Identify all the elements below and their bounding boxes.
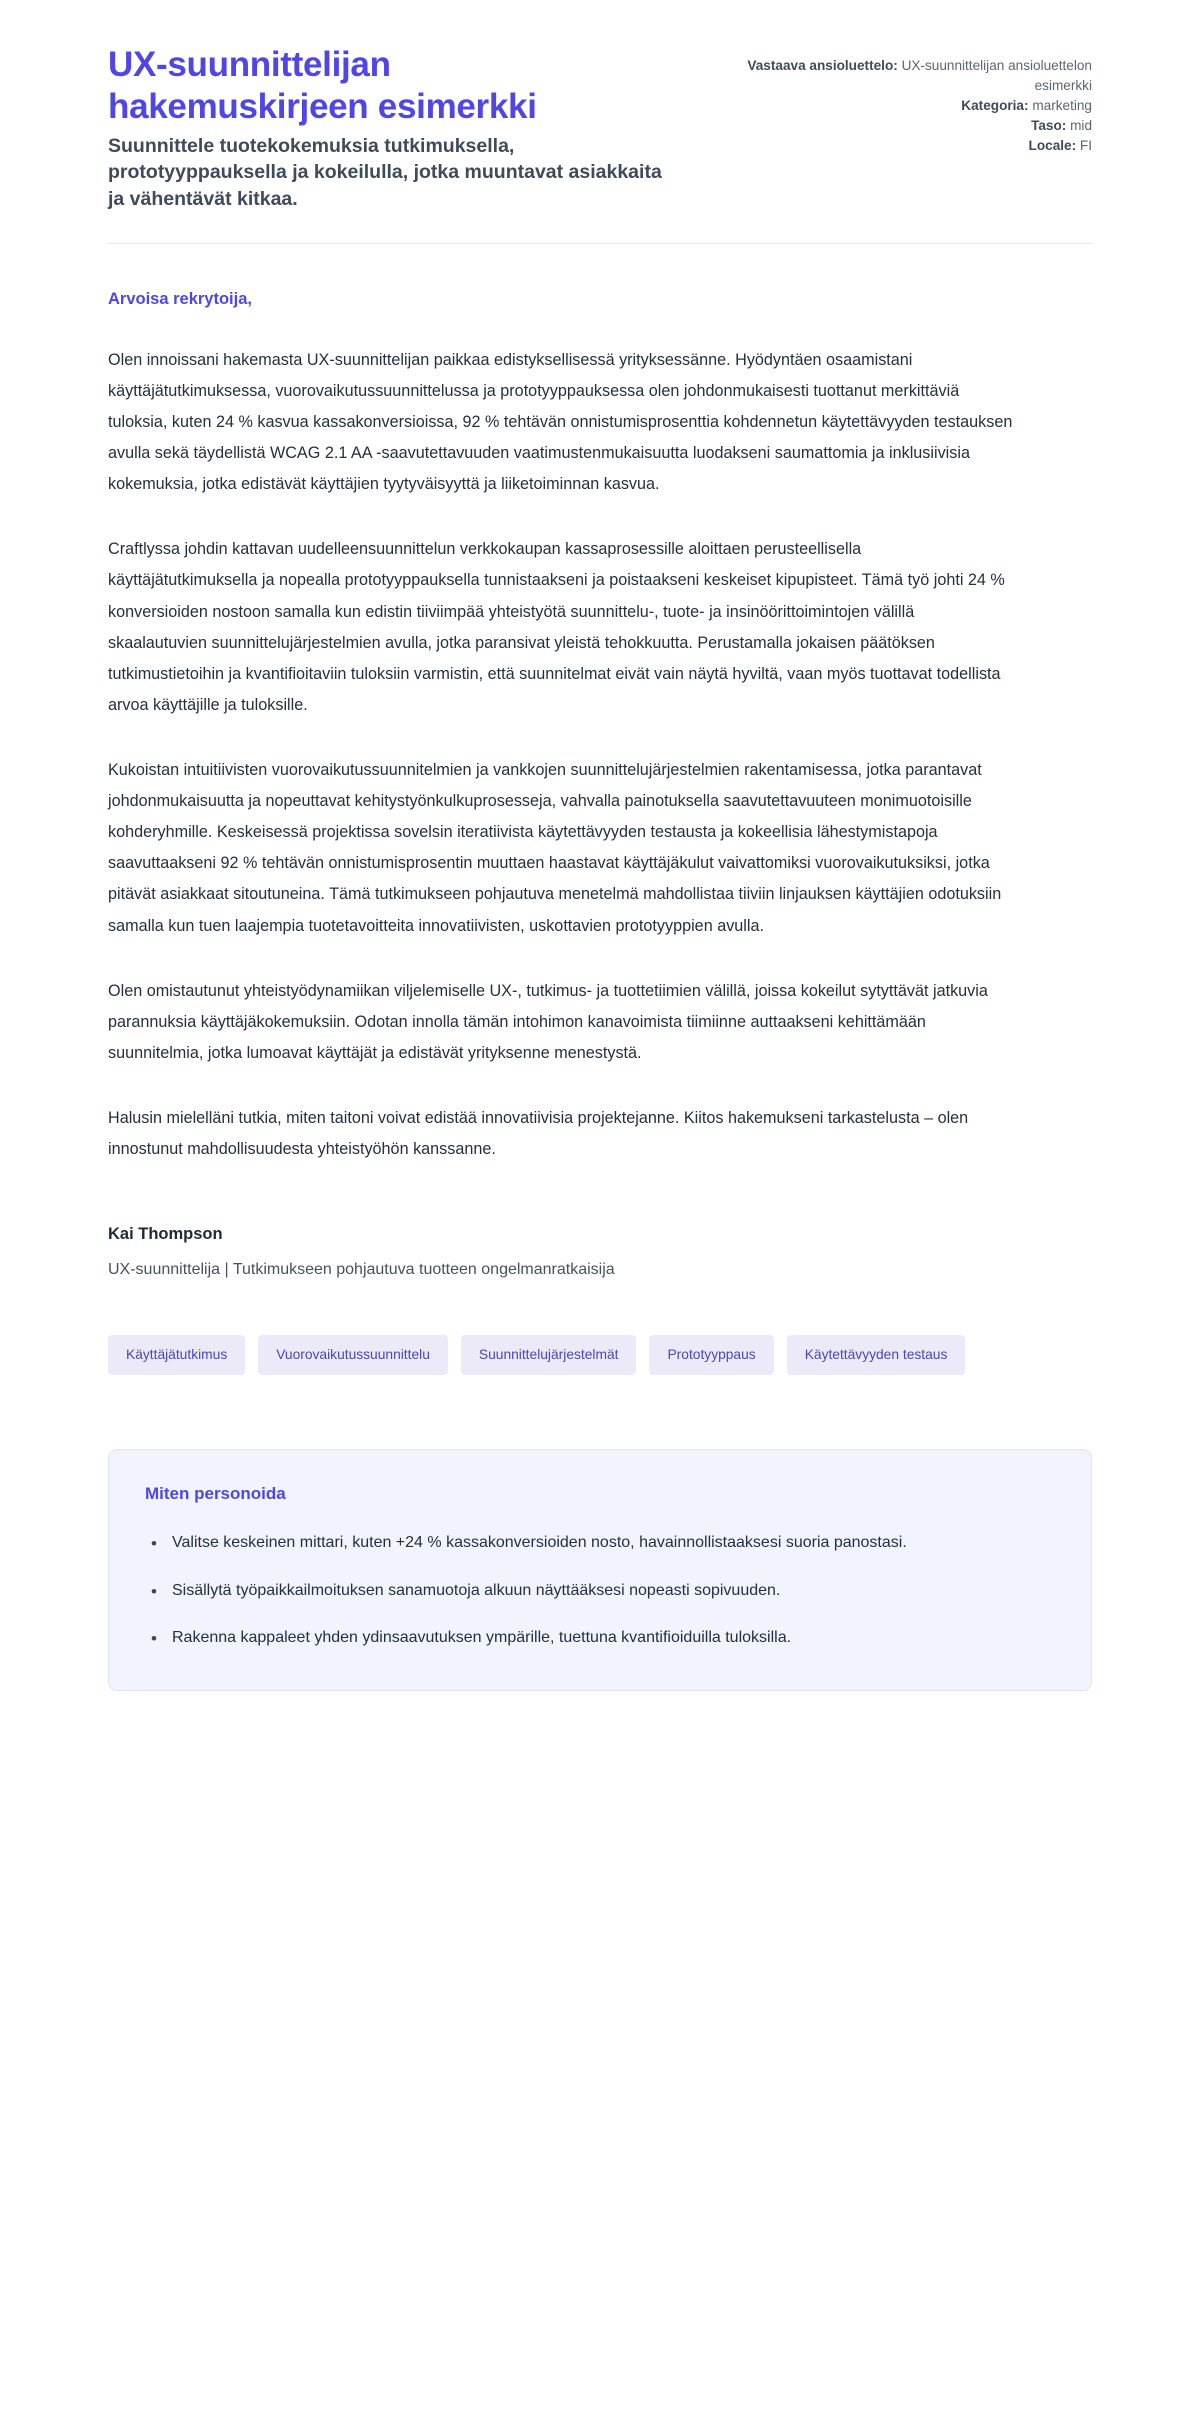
- letter-paragraph: Halusin mielelläni tutkia, miten taitoni voivat edistää innovatiivisia projektejanne. Kiitos hakemukseni tarkastelusta – olen innostunut mahdollisuudesta yhteistyöhön kanssanne.: [108, 1108, 969, 1159]
- meta-related-resume-label: Vastaava ansioluettelo:: [747, 58, 898, 73]
- callout-tip-item: • Sisällytä työpaikkailmoituksen sanamuotoja alkuun näyttääksesi nopeasti sopivuuden.: [145, 1576, 1005, 1607]
- callout-tip-item: • Rakenna kappaleet yhden ydinsaavutuksen ympärille, tuettuna kvantifioiduilla tuloksilla.: [145, 1623, 1005, 1654]
- meta-category-label: Kategoria:: [961, 98, 1029, 114]
- page-subtitle: Suunnittele tuotekokemuksia tutkimuksella, prototyyppauksella ja kokeilulla, jotka muuntavat asiakkaita ja vähentävät kitkaa.: [108, 134, 662, 211]
- skill-tag[interactable]: Käytettävyyden testaus: [787, 1335, 966, 1375]
- meta-locale: [711, 136, 1092, 156]
- skill-tag[interactable]: Suunnittelujärjestelmät: [461, 1335, 637, 1375]
- meta-level: [711, 116, 1092, 136]
- meta-category: [711, 96, 1092, 116]
- meta-level-label: Taso:: [1031, 118, 1067, 134]
- meta-related-resume-value: UX-suunnittelijan ansioluettelon esimerkki: [901, 58, 1092, 94]
- document-metadata: [711, 44, 1092, 157]
- callout-tip-item: • Valitse keskeinen mittari, kuten +24 % kassakonversioiden nosto, havainnollistaaksesi suoria panostasi.: [145, 1528, 1005, 1559]
- meta-level-value: mid: [1070, 118, 1092, 134]
- salutation: Arvoisa rekrytoija,: [108, 289, 252, 308]
- letter-paragraph: Kukoistan intuitiivisten vuorovaikutussuunnitelmien ja vankkojen suunnittelujärjestelmien rakentamisessa, jotka parantavat johdonmukaisuutta ja nopeuttavat kehitystyönkulkuprosesseja, vahvalla painotuksella saavutettavuuteen monimuotoisille kohderyhmille. Keskeisessä projektissa sovelsin iteratiivista käytettävyyden testausta ja kokeellisia lähestymistapoja saavuttaakseni 92 % tehtävän onnistumisprosentin muuttaen haastavat käyttäjäkulut vaivattomiksi vuorovaikutuksiksi, jotka pitävät asiakkaat sitoutuneina. Tämä tutkimukseen pohjautuva menetelmä mahdollistaa tiiviin linjauksen käyttäjien odotuksiin samalla kun tuen laajempia tuotetavoitteita innovatiivisten, uskottavien prototyyppien avulla.: [108, 761, 1002, 935]
- skill-tag[interactable]: Prototyyppaus: [649, 1335, 773, 1375]
- personalization-callout: [108, 1449, 1092, 1691]
- letter-paragraph: Olen innoissani hakemasta UX-suunnittelijan paikkaa edistyksellisessä yrityksessänne. Hyödyntäen osaamistani käyttäjätutkimuksessa, vuorovaikutussuunnittelussa ja prototyyppauksessa olen johdonmukaisesti tuottanut merkittäviä tuloksia, kuten 24 % kasvua kassakonversioissa, 92 % tehtävän onnistumisprosenttia kohdennetun käytettävyyden testauksen avulla sekä täydellistä WCAG 2.1 AA -saavutettavuuden vaatimustenmukaisuutta luodakseni saumattomia ja inklusiivisia kokemuksia, jotka edistävät käyttäjien tyytyväisyyttä ja liiketoiminnan kasvua.: [108, 350, 1013, 494]
- signature-name: Kai Thompson: [108, 1225, 223, 1244]
- callout-title: Miten personoida: [145, 1484, 286, 1503]
- letter-paragraph: Olen omistautunut yhteistyödynamiikan viljelemiselle UX-, tutkimus- ja tuottetiimien välillä, joissa kokeilut sytyttävät jatkuvia parannuksia käyttäjäkokemuksiin. Odotan innolla tämän intohimon kanavoimista tiimiinne auttaakseni kehittämään suunnitelmia, jotka lumoavat käyttäjät ja edistävät yrityksenne menestystä.: [108, 981, 988, 1062]
- callout-tip-list: [145, 1528, 1055, 1654]
- header-divider: [108, 243, 1092, 244]
- letter-paragraph: Craftlyssa johdin kattavan uudelleensuunnittelun verkkokaupan kassaprosessille aloittaen perusteellisella käyttäjätutkimuksella ja nopealla prototyyppauksella tunnistaakseni ja poistaakseni keskeiset kipupisteet. Tämä työ johti 24 % konversioiden nostoon samalla kun edistin tiiviimpää yhteistyötä suunnittelu-, tuote- ja insinöörittoimintojen välillä skaalautuvien suunnittelujärjestelmien avulla, jotka paransivat yleistä tehokkuutta. Perustamalla jokaisen päätöksen tutkimustietoihin ja kvantifioitaviin tuloksiin varmistin, että suunnitelmat eivät vain näytä hyviltä, vaan myös tuottavat todellista arvoa käyttäjille ja tuloksille.: [108, 540, 1005, 714]
- meta-related-resume: [711, 56, 1092, 96]
- skill-tag[interactable]: Käyttäjätutkimus: [108, 1335, 245, 1375]
- skill-tag-list: [108, 1335, 1048, 1375]
- page-header: [108, 44, 1092, 243]
- header-title-block: [108, 44, 671, 213]
- letter-body: [108, 290, 1092, 1279]
- meta-locale-label: Locale:: [1028, 138, 1077, 154]
- meta-category-value: marketing: [1032, 98, 1092, 114]
- page-title: UX-suunnittelijan hakemuskirjeen esimerkki: [108, 45, 537, 127]
- meta-locale-value: FI: [1079, 138, 1092, 154]
- skill-tag[interactable]: Vuorovaikutussuunnittelu: [258, 1335, 448, 1375]
- signature-block: [108, 1225, 1092, 1279]
- signature-role: UX-suunnittelija | Tutkimukseen pohjautuva tuotteen ongelmanratkaisija: [108, 1261, 615, 1279]
